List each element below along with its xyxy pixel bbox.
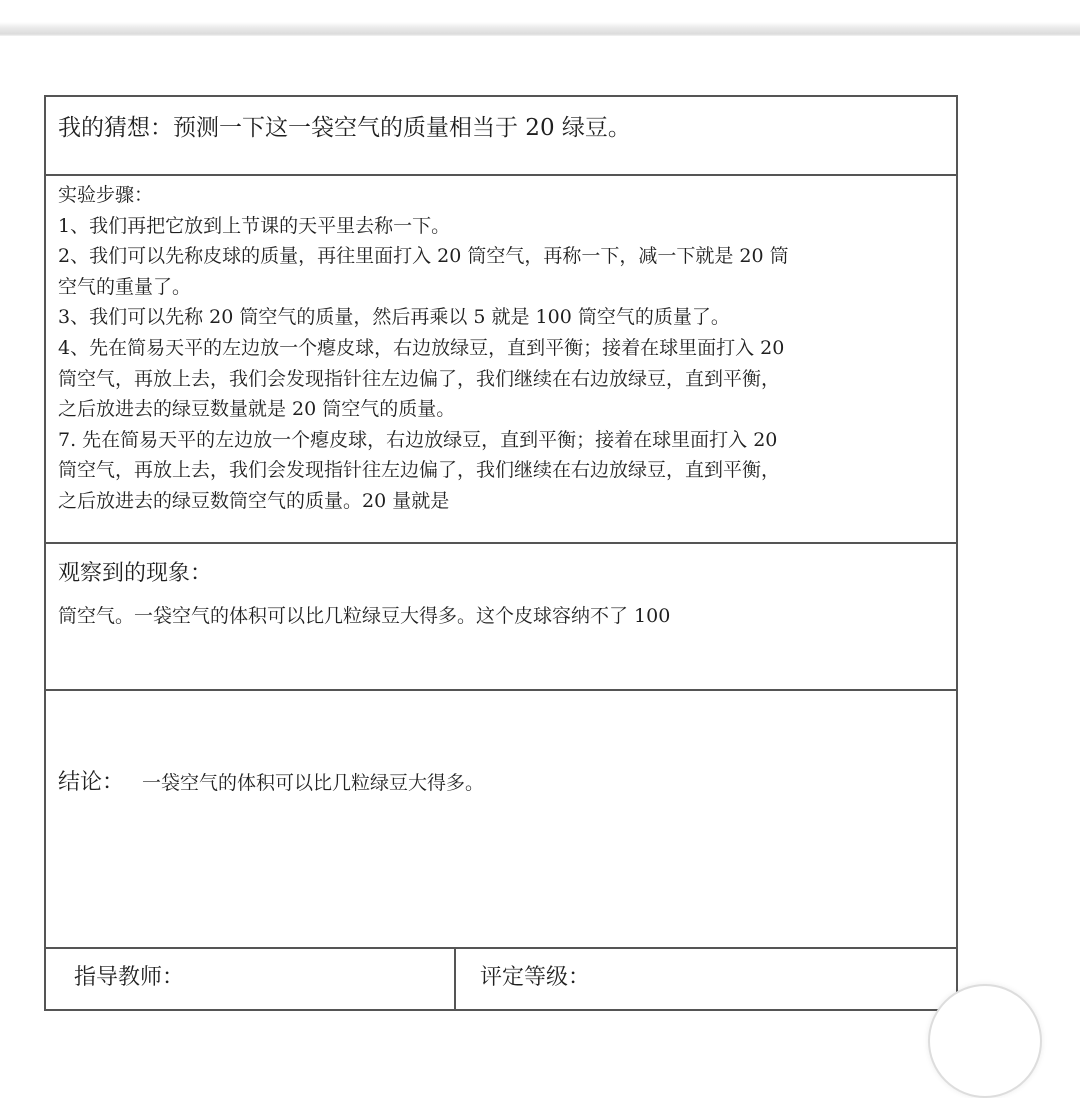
steps-line: 4、先在简易天平的左边放一个瘪皮球，右边放绿豆，直到平衡；接着在球里面打入 20 [58,336,785,359]
phenomenon-row [46,544,956,691]
top-bar [0,0,1080,36]
steps-line: 2、我们可以先称皮球的质量，再往里面打入 20 筒空气，再称一下，减一下就是 20 筒 [58,245,789,268]
steps-line: 空气的重量了。 [58,275,192,298]
footer-row [46,949,956,1009]
guess-row [46,97,956,176]
floating-button[interactable] [928,984,1042,1098]
conclusion-line [58,767,484,799]
guess-text: 我的猜想：预测一下这一袋空气的质量相当于 20 绿豆。 [58,115,631,141]
steps-line: 筒空气，再放上去，我们会发现指针往左边偏了，我们继续在右边放绿豆，直到平衡， [58,459,781,482]
grade-cell [456,949,956,1009]
conclusion-label: 结论： [58,770,125,795]
phenomenon-title: 观察到的现象： [58,561,213,586]
experiment-record-table [44,95,958,1011]
steps-line: 之后放进去的绿豆数量就是 20 筒空气的质量。 [58,398,456,421]
steps-line: 之后放进去的绿豆数筒空气的质量。20 量就是 [58,489,450,512]
teacher-label: 指导教师： [74,965,185,990]
phenomenon-text: 筒空气。一袋空气的体积可以比几粒绿豆大得多。这个皮球容纳不了 100 [58,605,671,627]
steps-title: 实验步骤： [58,184,154,206]
conclusion-row [46,691,956,949]
steps-line: 1、我们再把它放到上节课的天平里去称一下。 [58,214,451,237]
steps-line: 7. 先在简易天平的左边放一个瘪皮球，右边放绿豆，直到平衡；接着在球里面打入 20 [58,428,778,451]
teacher-cell [46,949,456,1009]
steps-line: 筒空气，再放上去，我们会发现指针往左边偏了，我们继续在右边放绿豆，直到平衡， [58,367,781,390]
steps-line: 3、我们可以先称 20 筒空气的质量，然后再乘以 5 就是 100 筒空气的质量了。 [58,306,730,329]
steps-row [46,176,956,544]
grade-label: 评定等级： [480,965,591,990]
conclusion-text: 一袋空气的体积可以比几粒绿豆大得多。 [142,772,485,794]
